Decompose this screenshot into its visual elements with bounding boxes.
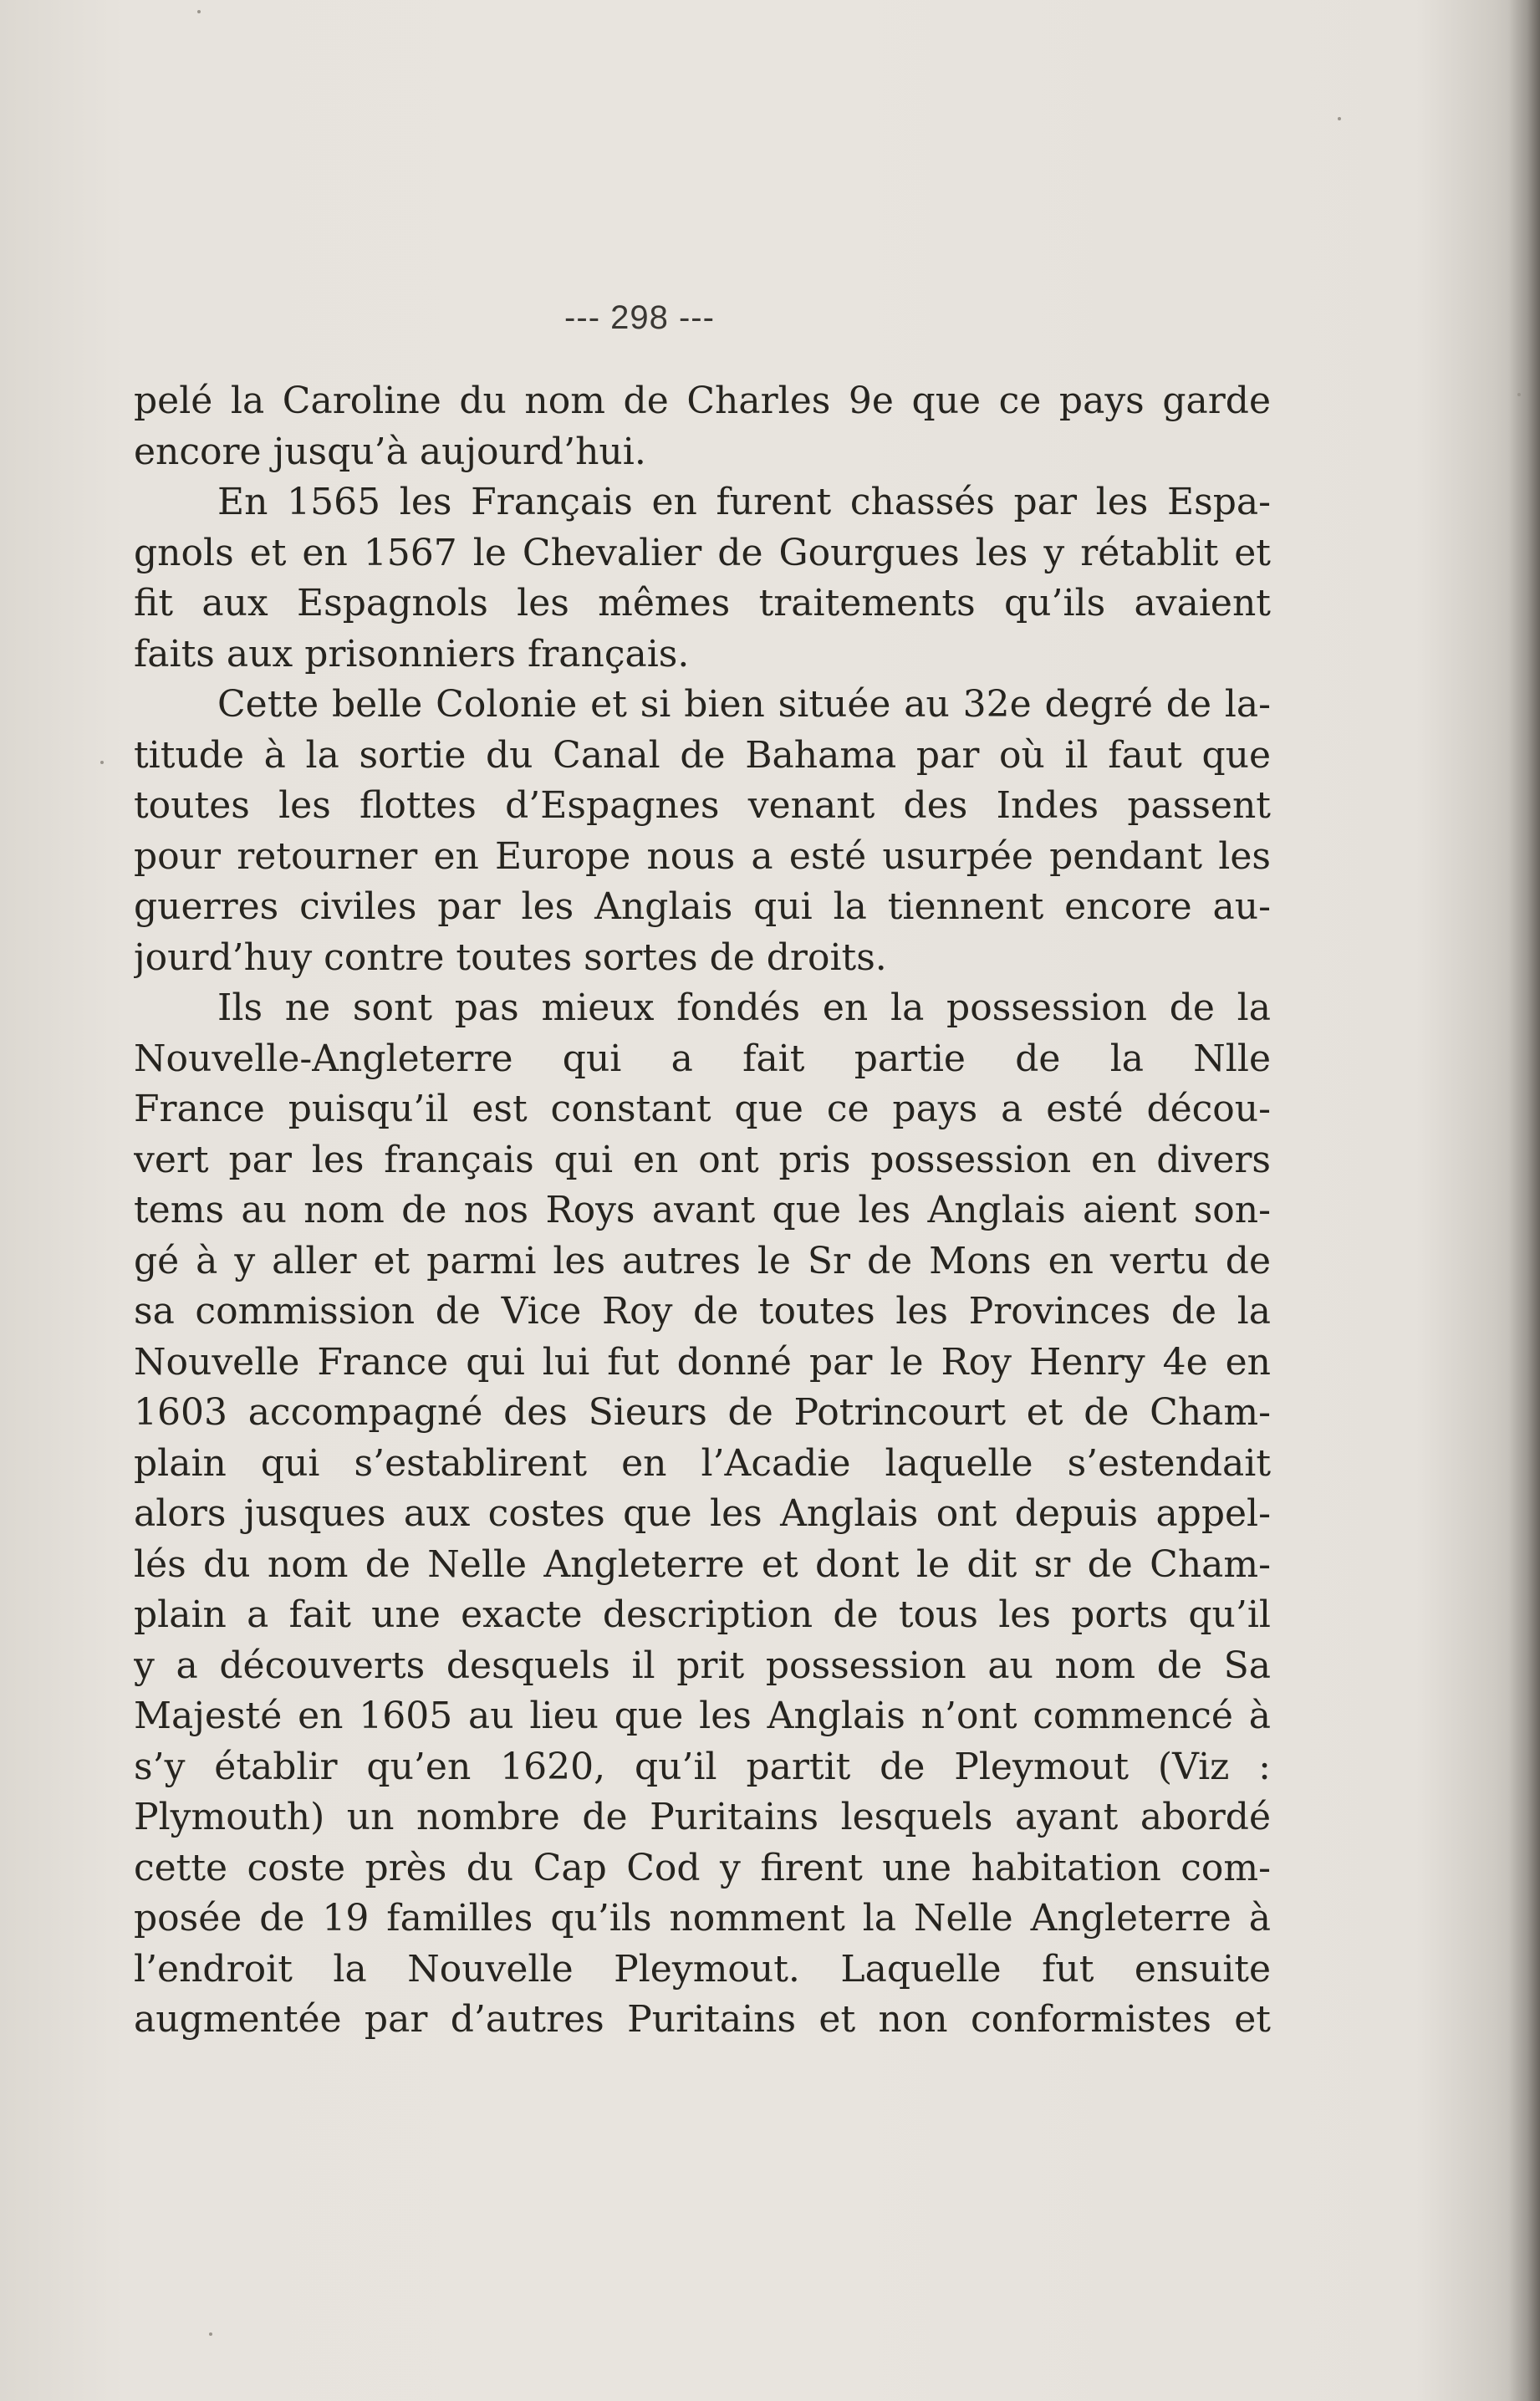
page-number: --- 298 ---: [564, 299, 715, 336]
text-line: y a découverts desquels il prit possession au nom de Sa: [134, 1644, 1271, 1687]
body-text: [134, 376, 1271, 2046]
text-line: Nouvelle-Angleterre qui a fait partie de la Nlle: [134, 1037, 1271, 1080]
text-line: tems au nom de nos Roys avant que les Anglais aient son-: [134, 1189, 1271, 1231]
text-line: Plymouth) un nombre de Puritains lesquels ayant abordé: [134, 1796, 1271, 1838]
paper-speck: [1517, 393, 1521, 396]
paper-speck: [100, 761, 104, 764]
text-line: alors jusques aux costes que les Anglais ont depuis appel-: [134, 1492, 1271, 1535]
text-line: titude à la sortie du Canal de Bahama par où il faut que: [134, 733, 1271, 777]
text-line: jourd’huy contre toutes sortes de droits.: [134, 935, 887, 979]
paper-speck: [1338, 117, 1341, 120]
text-line: gnols et en 1567 le Chevalier de Gourgues les y rétablit et: [134, 531, 1271, 574]
text-line: Majesté en 1605 au lieu que les Anglais n’ont commencé à: [134, 1695, 1271, 1737]
text-line: plain qui s’establirent en l’Acadie laquelle s’estendait: [134, 1441, 1271, 1485]
text-line: France puisqu’il est constant que ce pays a esté décou-: [134, 1088, 1271, 1130]
text-line: cette coste près du Cap Cod y firent une habitation com-: [134, 1846, 1271, 1889]
text-line: Cette belle Colonie et si bien située au 32e degré de la-: [217, 683, 1271, 726]
paper-speck: [197, 10, 201, 13]
binding-edge-shadow: [1508, 0, 1540, 2401]
text-line: Nouvelle France qui lui fut donné par le Roy Henry 4e en: [134, 1340, 1271, 1384]
text-line: Ils ne sont pas mieux fondés en la possession de la: [217, 986, 1271, 1029]
text-line: fit aux Espagnols les mêmes traitements qu’ils avaient: [134, 582, 1271, 624]
text-line: gé à y aller et parmi les autres le Sr de Mons en vertu de: [134, 1239, 1271, 1282]
text-line: l’endroit la Nouvelle Pleymout. Laquelle fut ensuite: [134, 1947, 1271, 1991]
text-line: pour retourner en Europe nous a esté usurpée pendant les: [134, 834, 1271, 878]
text-line: faits aux prisonniers français.: [134, 632, 690, 675]
text-line: pelé la Caroline du nom de Charles 9e que ce pays garde: [134, 380, 1271, 422]
text-line: plain a fait une exacte description de tous les ports qu’il: [134, 1593, 1271, 1636]
text-line: posée de 19 familles qu’ils nomment la Nelle Angleterre à: [134, 1897, 1271, 1940]
paper-speck: [209, 2332, 212, 2336]
text-line: vert par les français qui en ont pris possession en divers: [134, 1138, 1271, 1181]
text-line: s’y établir qu’en 1620, qu’il partit de Pleymout (Viz :: [134, 1745, 1271, 1788]
text-line: encore jusqu’à aujourd’hui.: [134, 430, 646, 473]
text-line: augmentée par d’autres Puritains et non conformistes et: [134, 1998, 1271, 2041]
text-line: 1603 accompagné des Sieurs de Potrincourt et de Cham-: [134, 1391, 1271, 1434]
text-line: guerres civiles par les Anglais qui la tiennent encore au-: [134, 885, 1271, 928]
text-line: En 1565 les Français en furent chassés par les Espa-: [217, 481, 1271, 523]
text-line: lés du nom de Nelle Angleterre et dont le dit sr de Cham-: [134, 1542, 1271, 1586]
text-line: sa commission de Vice Roy de toutes les Provinces de la: [134, 1290, 1271, 1333]
text-line: toutes les flottes d’Espagnes venant des Indes passent: [134, 784, 1271, 827]
